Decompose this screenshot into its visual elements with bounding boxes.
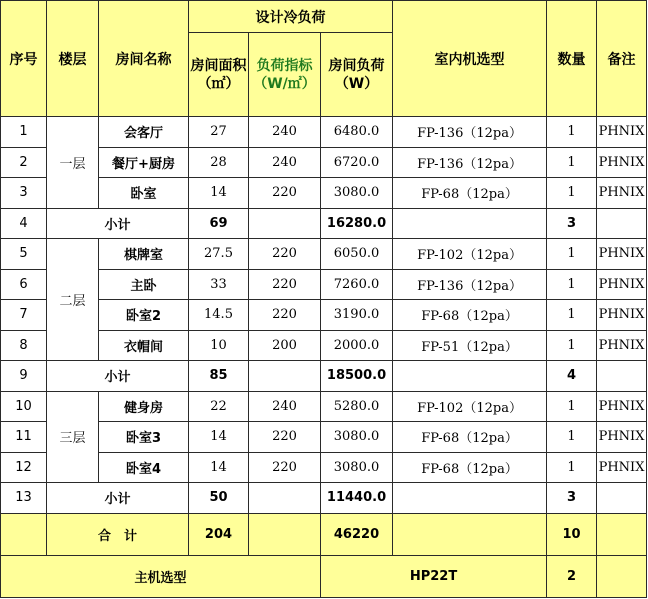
indoor-model: FP-68（12pa） xyxy=(393,422,547,453)
total-load: 46220 xyxy=(321,513,393,555)
room-area: 22 xyxy=(189,391,249,422)
room-area: 14 xyxy=(189,422,249,453)
room-area: 14.5 xyxy=(189,300,249,331)
host-row xyxy=(1,555,647,597)
room-load: 6050.0 xyxy=(321,239,393,270)
host-model: HP22T xyxy=(321,555,547,597)
remark: PHNIX xyxy=(597,239,647,270)
quantity: 1 xyxy=(547,147,597,178)
room-name: 健身房 xyxy=(99,391,189,422)
row-seq: 11 xyxy=(1,422,47,453)
remark: PHNIX xyxy=(597,147,647,178)
room-load: 2000.0 xyxy=(321,330,393,361)
remark: PHNIX xyxy=(597,391,647,422)
load-index: 220 xyxy=(249,269,321,300)
indoor-model: FP-51（12pa） xyxy=(393,330,547,361)
indoor-model: FP-68（12pa） xyxy=(393,452,547,483)
quantity: 1 xyxy=(547,422,597,453)
indoor-model: FP-136（12pa） xyxy=(393,117,547,148)
remark: PHNIX xyxy=(597,330,647,361)
room-load: 3080.0 xyxy=(321,452,393,483)
subtotal-area: 85 xyxy=(189,361,249,392)
room-name: 主卧 xyxy=(99,269,189,300)
quantity: 1 xyxy=(547,300,597,331)
indoor-model: FP-102（12pa） xyxy=(393,239,547,270)
room-area: 27.5 xyxy=(189,239,249,270)
host-label: 主机选型 xyxy=(1,555,321,597)
indoor-model: FP-136（12pa） xyxy=(393,269,547,300)
host-qty: 2 xyxy=(547,555,597,597)
subtotal-index-empty xyxy=(249,208,321,239)
header-indoor-model: 室内机选型 xyxy=(393,1,547,117)
subtotal-row xyxy=(1,208,647,239)
subtotal-load: 16280.0 xyxy=(321,208,393,239)
row-seq: 3 xyxy=(1,178,47,209)
quantity: 1 xyxy=(547,452,597,483)
header-row-1 xyxy=(1,1,647,33)
quantity: 1 xyxy=(547,117,597,148)
room-name: 棋牌室 xyxy=(99,239,189,270)
subtotal-area: 69 xyxy=(189,208,249,239)
header-floor: 楼层 xyxy=(47,1,99,117)
room-load: 6480.0 xyxy=(321,117,393,148)
header-room-load: 房间负荷（W） xyxy=(321,33,393,117)
room-area: 10 xyxy=(189,330,249,361)
row-seq: 5 xyxy=(1,239,47,270)
total-qty: 10 xyxy=(547,513,597,555)
load-index: 220 xyxy=(249,300,321,331)
subtotal-row xyxy=(1,361,647,392)
load-index: 240 xyxy=(249,117,321,148)
load-index: 240 xyxy=(249,391,321,422)
subtotal-label: 小计 xyxy=(47,361,189,392)
subtotal-qty: 3 xyxy=(547,483,597,514)
room-load: 7260.0 xyxy=(321,269,393,300)
remark: PHNIX xyxy=(597,422,647,453)
room-name: 卧室2 xyxy=(99,300,189,331)
subtotal-row xyxy=(1,483,647,514)
total-index-empty xyxy=(249,513,321,555)
room-load: 6720.0 xyxy=(321,147,393,178)
subtotal-load: 18500.0 xyxy=(321,361,393,392)
quantity: 1 xyxy=(547,391,597,422)
room-area: 14 xyxy=(189,178,249,209)
header-area: 房间面积（㎡） xyxy=(189,33,249,117)
indoor-model: FP-68（12pa） xyxy=(393,178,547,209)
subtotal-load: 11440.0 xyxy=(321,483,393,514)
subtotal-model-empty xyxy=(393,208,547,239)
subtotal-seq: 4 xyxy=(1,208,47,239)
indoor-model: FP-102（12pa） xyxy=(393,391,547,422)
row-seq: 7 xyxy=(1,300,47,331)
table-row xyxy=(1,117,647,148)
indoor-model: FP-68（12pa） xyxy=(393,300,547,331)
room-load: 3080.0 xyxy=(321,178,393,209)
row-seq: 8 xyxy=(1,330,47,361)
room-load: 3190.0 xyxy=(321,300,393,331)
header-quantity: 数量 xyxy=(547,1,597,117)
remark: PHNIX xyxy=(597,269,647,300)
room-name: 卧室 xyxy=(99,178,189,209)
subtotal-seq: 13 xyxy=(1,483,47,514)
room-area: 14 xyxy=(189,452,249,483)
header-load-index: 负荷指标（W/㎡） xyxy=(249,33,321,117)
subtotal-qty: 3 xyxy=(547,208,597,239)
row-seq: 12 xyxy=(1,452,47,483)
load-index: 220 xyxy=(249,239,321,270)
row-seq: 10 xyxy=(1,391,47,422)
header-remark: 备注 xyxy=(597,1,647,117)
load-index: 220 xyxy=(249,422,321,453)
load-index: 220 xyxy=(249,178,321,209)
subtotal-seq: 9 xyxy=(1,361,47,392)
subtotal-remark-empty xyxy=(597,361,647,392)
floor-label: 二层 xyxy=(47,239,99,361)
subtotal-index-empty xyxy=(249,361,321,392)
load-index: 220 xyxy=(249,452,321,483)
floor-label: 一层 xyxy=(47,117,99,209)
total-area: 204 xyxy=(189,513,249,555)
room-area: 28 xyxy=(189,147,249,178)
subtotal-model-empty xyxy=(393,483,547,514)
remark: PHNIX xyxy=(597,452,647,483)
subtotal-qty: 4 xyxy=(547,361,597,392)
table-row xyxy=(1,391,647,422)
room-name: 会客厅 xyxy=(99,117,189,148)
indoor-model: FP-136（12pa） xyxy=(393,147,547,178)
remark: PHNIX xyxy=(597,300,647,331)
remark: PHNIX xyxy=(597,117,647,148)
room-name: 餐厅+厨房 xyxy=(99,147,189,178)
table-body xyxy=(1,1,647,598)
table-row xyxy=(1,239,647,270)
header-seq: 序号 xyxy=(1,1,47,117)
total-model-empty xyxy=(393,513,547,555)
total-seq-empty xyxy=(1,513,47,555)
total-row xyxy=(1,513,647,555)
room-area: 27 xyxy=(189,117,249,148)
room-name: 卧室4 xyxy=(99,452,189,483)
quantity: 1 xyxy=(547,178,597,209)
subtotal-index-empty xyxy=(249,483,321,514)
load-index: 240 xyxy=(249,147,321,178)
subtotal-model-empty xyxy=(393,361,547,392)
quantity: 1 xyxy=(547,239,597,270)
subtotal-remark-empty xyxy=(597,208,647,239)
host-remark-empty xyxy=(597,555,647,597)
load-index: 200 xyxy=(249,330,321,361)
subtotal-label: 小计 xyxy=(47,208,189,239)
subtotal-remark-empty xyxy=(597,483,647,514)
total-label: 合 计 xyxy=(47,513,189,555)
room-name: 衣帽间 xyxy=(99,330,189,361)
quantity: 1 xyxy=(547,269,597,300)
row-seq: 6 xyxy=(1,269,47,300)
subtotal-label: 小计 xyxy=(47,483,189,514)
total-remark-empty xyxy=(597,513,647,555)
quantity: 1 xyxy=(547,330,597,361)
header-room-name: 房间名称 xyxy=(99,1,189,117)
remark: PHNIX xyxy=(597,178,647,209)
room-area: 33 xyxy=(189,269,249,300)
subtotal-area: 50 xyxy=(189,483,249,514)
room-name: 卧室3 xyxy=(99,422,189,453)
room-load: 3080.0 xyxy=(321,422,393,453)
row-seq: 1 xyxy=(1,117,47,148)
header-design-load: 设计冷负荷 xyxy=(189,1,393,33)
floor-label: 三层 xyxy=(47,391,99,483)
room-load: 5280.0 xyxy=(321,391,393,422)
row-seq: 2 xyxy=(1,147,47,178)
